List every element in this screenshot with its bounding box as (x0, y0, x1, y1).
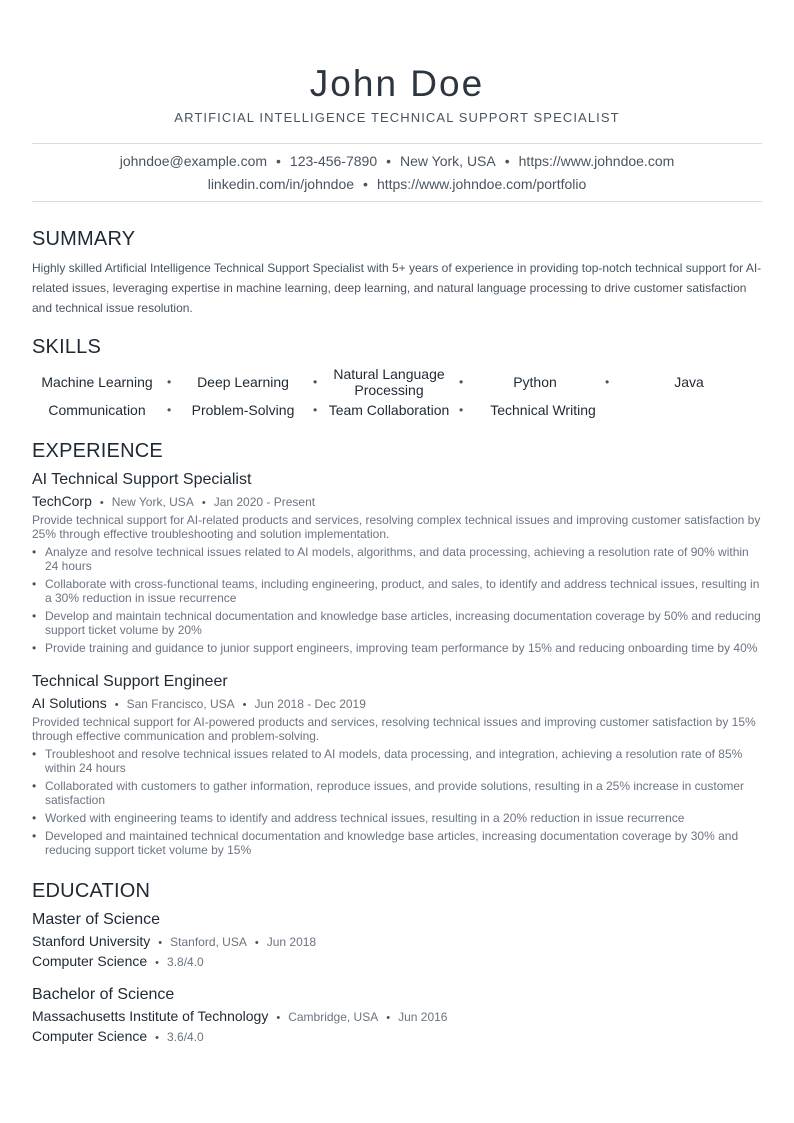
job-location: New York, USA (111, 495, 194, 509)
skill-item: Java (674, 374, 704, 390)
summary-heading: SUMMARY (32, 228, 136, 250)
bullet-text: Provide training and guidance to junior support engineers, improving team performance by 15% and reducing onboarding time by 40% (45, 641, 758, 655)
bullet-icon: • (32, 577, 37, 591)
school-name: Massachusetts Institute of Technology (32, 1008, 269, 1024)
bullet-icon: • (32, 545, 37, 559)
bullet-text: Analyze and resolve technical issues related to AI models, algorithms, and data processing, achieving a resolution rate of 90% within 24 hours (45, 545, 749, 573)
separator-dot: • (313, 403, 318, 417)
separator-dot: • (242, 699, 247, 711)
company-name: AI Solutions (32, 695, 107, 711)
graduation-date: Jun 2016 (398, 1010, 448, 1024)
bullet-text: Troubleshoot and resolve technical issues related to AI models, data processing, and integration, achieving a resolution rate of 85% within 24 hours (45, 747, 743, 775)
skills-row (32, 366, 762, 398)
website-link[interactable]: https://www.johndoe.com (518, 153, 675, 169)
bullet-icon: • (32, 641, 37, 655)
separator-dot: • (201, 497, 206, 509)
header-bottom-divider (32, 201, 762, 202)
skills-heading: SKILLS (32, 336, 102, 358)
skill-item: Python (513, 374, 557, 390)
list-item (32, 779, 762, 807)
job-meta (32, 493, 315, 511)
candidate-title: ARTIFICIAL INTELLIGENCE TECHNICAL SUPPORT SPECIALIST (174, 110, 620, 125)
job-dates: Jan 2020 - Present (213, 495, 316, 509)
bullet-text: Developed and maintained technical documentation and knowledge base articles, increasing documentation coverage by 30% and reducing support ticket volume by 15% (45, 829, 739, 857)
separator-dot: • (158, 937, 163, 949)
company-name: TechCorp (32, 493, 92, 509)
email-link[interactable]: johndoe@example.com (119, 153, 268, 169)
job-meta (32, 695, 366, 713)
skill-item: Technical Writing (490, 402, 596, 418)
header-top-divider (32, 143, 762, 144)
separator-dot: • (605, 375, 610, 389)
separator-dot: • (459, 375, 464, 389)
skill-item: Team Collaboration (328, 402, 450, 418)
separator-dot: • (504, 153, 510, 169)
list-item (32, 577, 762, 605)
list-item (32, 747, 762, 775)
bullet-icon: • (32, 609, 37, 623)
list-item (32, 811, 762, 825)
list-item (32, 641, 762, 655)
job-title: Technical Support Engineer (32, 673, 228, 690)
job-dates: Jun 2018 - Dec 2019 (254, 697, 366, 711)
gpa-text: 3.8/4.0 (167, 955, 204, 969)
school-location: Cambridge, USA (288, 1010, 379, 1024)
separator-dot: • (155, 957, 160, 969)
list-item (32, 609, 762, 637)
education-meta (32, 933, 316, 951)
contact-line-1 (0, 152, 794, 170)
candidate-name: John Doe (309, 63, 485, 104)
separator-dot: • (167, 375, 172, 389)
skill-item: Machine Learning (41, 374, 153, 390)
separator-dot: • (167, 403, 172, 417)
education-field (32, 1028, 204, 1046)
separator-dot: • (276, 153, 281, 169)
experience-heading: EXPERIENCE (32, 440, 163, 462)
education-field (32, 953, 204, 971)
separator-dot: • (386, 153, 392, 169)
skill-item: Communication (48, 402, 146, 418)
skill-item: Deep Learning (197, 374, 289, 390)
degree-title: Master of Science (32, 911, 161, 928)
graduation-date: Jun 2018 (266, 935, 317, 949)
separator-dot: • (254, 937, 259, 949)
separator-dot: • (276, 1012, 281, 1024)
separator-dot: • (99, 497, 104, 509)
job-title: AI Technical Support Specialist (32, 471, 252, 488)
separator-dot: • (114, 699, 119, 711)
bullet-text: Collaborate with cross-functional teams, including engineering, product, and sales, to identify and address technical issues, resulting in a 30% reduction in issue recurrence (45, 577, 760, 605)
school-location: Stanford, USA (170, 935, 247, 949)
contact-line-2 (0, 175, 794, 193)
list-item (32, 829, 762, 857)
job-description: Provided technical support for AI-powered products and services, resolving technical issues and improving customer satisfaction by 15% through effective communication and problem-solving. (32, 715, 756, 743)
separator-dot: • (155, 1032, 160, 1044)
linkedin-link[interactable]: linkedin.com/in/johndoe (207, 176, 355, 192)
separator-dot: • (313, 375, 318, 389)
bullet-text: Worked with engineering teams to identify and address technical issues, resulting in a 20% reduction in issue recurrence (45, 811, 685, 825)
bullet-text: Collaborated with customers to gather information, reproduce issues, and provide solutions, resulting in a 25% increase in customer satisfaction (45, 779, 745, 807)
job-description: Provide technical support for AI-related products and services, resolving complex technical issues and improving customer satisfaction by 25% through effective troubleshooting and solution implementation. (32, 513, 761, 541)
separator-dot: • (363, 176, 368, 192)
job-bullets (32, 545, 762, 659)
bullet-icon: • (32, 829, 37, 843)
job-location: San Francisco, USA (126, 697, 235, 711)
skill-item: Natural Language Processing (333, 366, 445, 398)
summary-text: Highly skilled Artificial Intelligence Technical Support Specialist with 5+ years of experience in providing top-notch technical support for AI-related issues, leveraging expertise in machine learning, deep learning, and natural language processing to drive customer satisfaction and technical issue resolution. (32, 261, 762, 315)
phone-text: 123-456-7890 (289, 153, 378, 169)
bullet-icon: • (32, 779, 37, 793)
degree-title: Bachelor of Science (32, 986, 175, 1003)
skill-item: Problem-Solving (191, 402, 295, 418)
separator-dot: • (459, 403, 464, 417)
gpa-text: 3.6/4.0 (167, 1030, 204, 1044)
portfolio-link[interactable]: https://www.johndoe.com/portfolio (376, 176, 587, 192)
education-heading: EDUCATION (32, 880, 151, 902)
location-text: New York, USA (400, 153, 496, 169)
education-meta (32, 1008, 447, 1026)
skills-grid (32, 366, 762, 426)
bullet-icon: • (32, 811, 37, 825)
job-bullets (32, 747, 762, 861)
separator-dot: • (386, 1012, 391, 1024)
school-name: Stanford University (32, 933, 151, 949)
skills-row (32, 398, 762, 426)
bullet-text: Develop and maintain technical documentation and knowledge base articles, increasing documentation coverage by 50% and reducing support ticket volume by 20% (45, 609, 761, 637)
field-of-study: Computer Science (32, 953, 148, 969)
list-item (32, 545, 762, 573)
field-of-study: Computer Science (32, 1028, 148, 1044)
bullet-icon: • (32, 747, 37, 761)
